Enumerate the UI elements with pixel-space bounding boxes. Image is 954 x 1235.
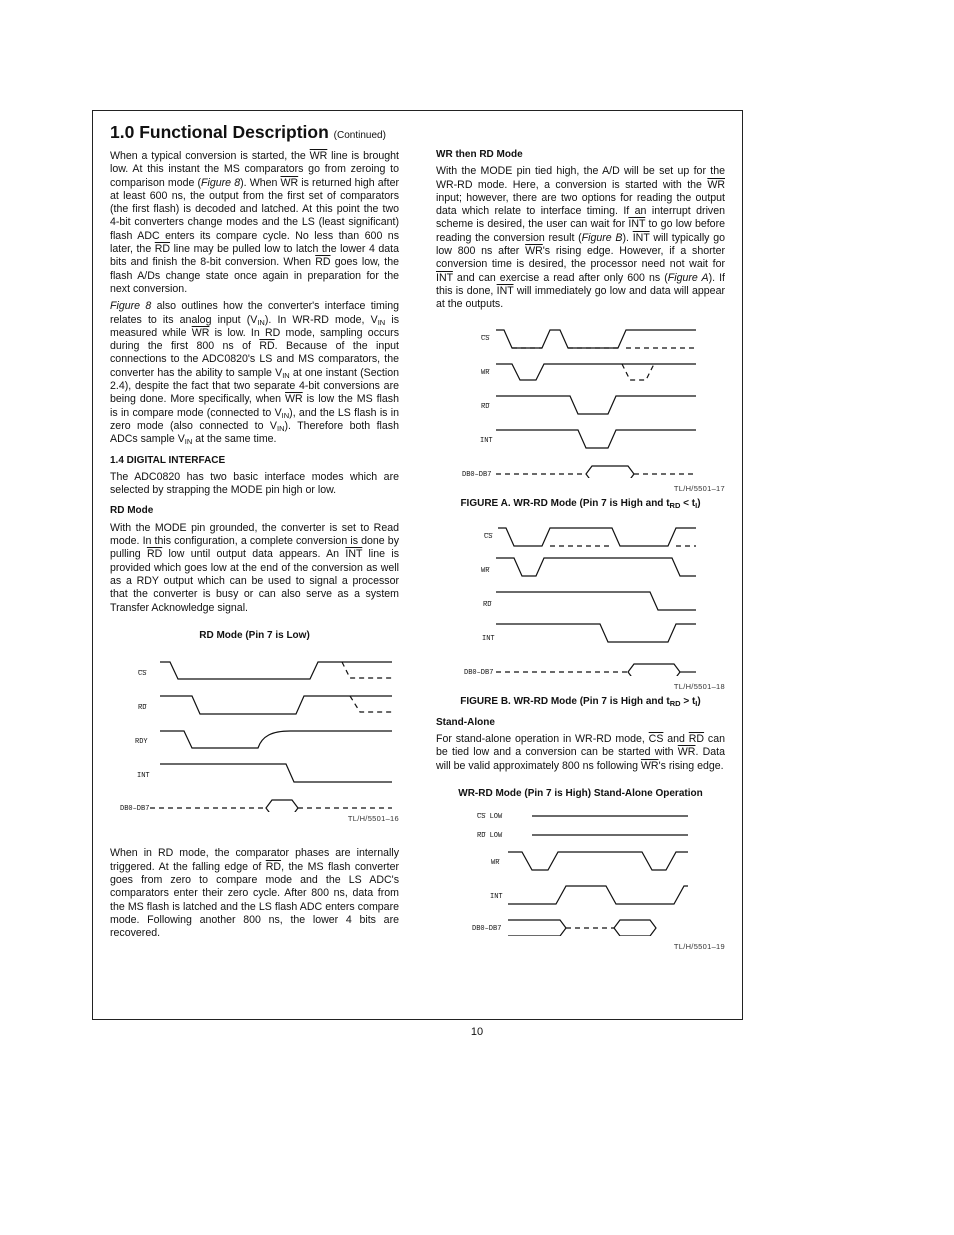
signal-wr — [508, 852, 688, 870]
signal-rd — [496, 592, 696, 610]
label-rd: RD — [481, 402, 490, 411]
signal-db-valid-2 — [614, 920, 656, 936]
label-int: INT — [480, 436, 493, 445]
signal-rd — [496, 396, 696, 414]
paragraph-conversion: When a typical conversion is started, the $\overline{WR}$ line is brought low. At this instant the MS comparators go from zeroing to comparison mode (Figure 8). When $\overline{WR}$ is returned high after at least 600 ns, the output from the first set of comparators (the first flash) is decoded and latched. At this point the two 4-bit converters change modes and the LS (least significant) flash ADC enters its compare cycle. No less than 600 ns later, the $\overline{RD}$ line may be pulled low to latch the lower 4 data bits and finish the 8-bit conversion. When $\overline{RD}$ goes low, the flash A/Ds change state once again in preparation for the next conversion. — [110, 150, 400, 295]
label-cs: CS — [481, 334, 490, 343]
paragraph-rd-mode: With the MODE pin grounded, the converter is set to Read mode. In this configuration, a complete conversion is done by pulling $\overline{RD}$ low until output data appears. An $\overline{INT}$ line is provided which goes low at the end of the conversion as well as a RDY output which can be used to signal a processor that the converter is busy or can also serve as a system Transfer Acknowledge signal. — [110, 521, 399, 614]
figure-c-caption: WR-RD Mode (Pin 7 is High) Stand-Alone Operation — [458, 787, 703, 799]
signal-db-valid-1 — [508, 920, 566, 936]
label-cs: CS — [484, 533, 493, 542]
figure-a-timing-diagram — [436, 316, 725, 478]
heading-rd-mode: RD Mode — [110, 505, 154, 517]
signal-db-valid — [628, 664, 680, 676]
left-column — [110, 122, 399, 944]
figure-b-caption: FIGURE B. WR-RD Mode (Pin 7 is High and $t_{RD} > t_I$) — [460, 696, 701, 709]
section-title: 1.0 Functional Description (Continued) — [110, 122, 386, 142]
signal-rd — [160, 696, 392, 714]
label-rd-low: RD LOW — [477, 832, 503, 841]
figure-rd-code: TL/H/5501–16 — [347, 814, 399, 824]
label-cs: CS — [138, 670, 147, 679]
heading-digital-interface: 1.4 DIGITAL INTERFACE — [110, 454, 226, 466]
signal-cs-dashed — [342, 662, 392, 678]
heading-wr-then-rd: WR then RD Mode — [436, 149, 523, 160]
label-wr: WR — [481, 368, 490, 377]
figure-rd-caption: RD Mode (Pin 7 is Low) — [199, 629, 310, 641]
signal-int — [160, 764, 392, 782]
label-rd: RD — [138, 704, 147, 713]
paragraph-interface-timing: Figure 8 also outlines how the converter's interface timing relates to its analog input $(V_{IN})$. In WR-RD mode, $V_{IN}$ is measured while $\overline{WR}$ is low. In RD mode, sampling occurs during the first 800 ns of $\overline{RD}$. Because of the input connections to the ADC0820's LS and MS comparators, the converter has the ability to sample $V_{IN}$ at one instant (Section 2.4), despite the fact that two separate 4-bit conversions are being done. More specifically, when $\overline{WR}$ is low the MS flash is in compare mode (connected to $V_{IN}$), and the LS flash is in zero mode (also connected to $V_{IN}$). Therefore both flash ADCs sample $V_{IN}$ at the same time. — [110, 300, 400, 447]
label-db: DB0–DB7 — [120, 805, 150, 813]
label-db: DB0–DB7 — [462, 470, 492, 478]
figure-a-caption: FIGURE A. WR-RD Mode (Pin 7 is High and $t_{RD} < t_I$) — [460, 497, 701, 510]
signal-cs — [496, 330, 696, 348]
label-int: INT — [137, 772, 150, 781]
label-int: INT — [482, 635, 495, 644]
right-column — [436, 148, 725, 954]
label-rdy: RDY — [135, 738, 148, 747]
label-wr: WR — [481, 567, 490, 576]
signal-db-valid — [266, 800, 298, 812]
label-wr: WR — [491, 859, 500, 868]
label-rd: RD — [483, 601, 492, 610]
figure-b-timing-diagram — [436, 514, 725, 676]
page-number: 10 — [470, 1026, 484, 1038]
label-db: DB0–DB7 — [464, 669, 494, 677]
label-db: DB0–DB7 — [472, 925, 502, 934]
rd-mode-timing-diagram — [110, 642, 399, 812]
paragraph-wr-rd-mode: With the MODE pin tied high, the A/D will be set up for the WR-RD mode. Here, a conversion is started with the $\overline{WR}$ input; however, there are two options for reading the output data which relate to interface timing. If an interrupt driven scheme is desired, the user can wait for $\overline{INT}$ to go low before reading the conversion result (Figure B). $\overline{INT}$ will typically go low 800 ns after $\overline{WR}'s$ rising edge. However, if a shorter conversion time is desired, the processor need not wait for $\overline{INT}$ and can exercise a read after only 600 ns (Figure A). If this is done, $\overline{INT}$ will immediately go low and data will appear at the outputs. — [436, 165, 725, 311]
signal-cs — [160, 662, 392, 679]
paragraph-stand-alone: For stand-alone operation in WR-RD mode, $\overline{CS}$ and $\overline{RD}$ can be tied low and a conversion can be started with $\overline{WR}$. Data will be valid approximately 800 ns following $\overline{WR}'s$ rising edge. — [436, 733, 726, 772]
signal-int — [496, 624, 696, 642]
heading-stand-alone: Stand-Alone — [436, 716, 495, 728]
signal-db-valid — [586, 466, 634, 478]
figure-c-code: TL/H/5501–19 — [673, 942, 725, 952]
signal-rd-dashed — [350, 696, 392, 712]
label-cs-low: CS LOW — [477, 813, 503, 822]
figure-a-code: TL/H/5501–17 — [673, 483, 725, 493]
signal-wr — [496, 364, 696, 380]
signal-wr-dashed — [622, 364, 654, 380]
figure-c-timing-diagram — [436, 806, 725, 936]
signal-int — [496, 430, 696, 448]
figure-b-code: TL/H/5501–18 — [673, 682, 725, 692]
signal-rdy — [160, 731, 392, 748]
signal-cs — [498, 528, 696, 546]
signal-wr — [496, 558, 696, 576]
paragraph-modes: The ADC0820 has two basic interface modes which are selected by strapping the MODE pin high or low. — [110, 470, 399, 497]
signal-int — [508, 886, 688, 904]
paragraph-rd-phases: When in RD mode, the comparator phases are internally triggered. At the falling edge of $\overline{RD}$, the MS flash converter goes from zero to compare mode and the LS ADC's comparators enter their zero cycle. After 800 ns, data from the MS flash is latched and the LS flash ADC enters compare mode. Following another 800 ns, the lower 4 bits are recovered. — [110, 847, 399, 940]
label-int: INT — [490, 893, 503, 902]
